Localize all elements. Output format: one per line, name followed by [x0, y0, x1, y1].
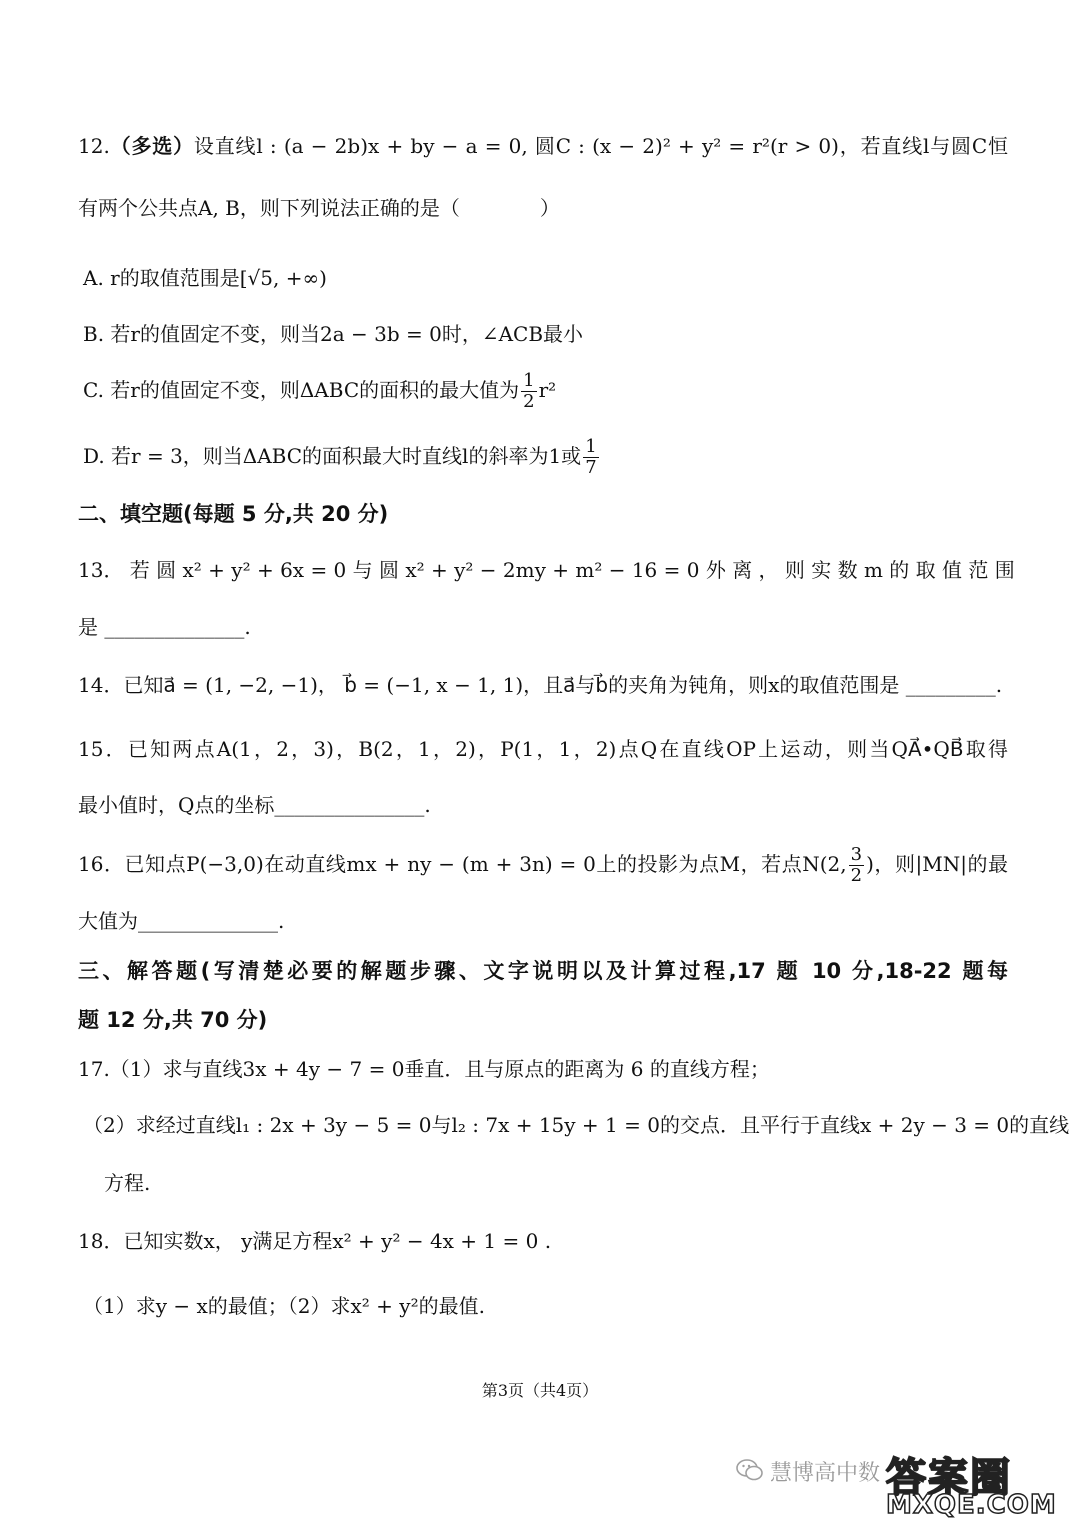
q18-line-2: （1）求y − x的最值；（2）求x² + y²的最值.	[83, 1294, 485, 1318]
q13-line-2: 是 ______________.	[78, 615, 251, 639]
question-14: 14．已知a⃗ = (1, −2, −1)， b⃗ = (−1, x − 1, 1)，且a⃗与b⃗的夹角为钝角，则x的取值范围是 _________.	[78, 673, 1003, 697]
q12-option-a: A. r的取值范围是[√5, +∞)	[83, 266, 327, 290]
section-2-heading: 二、填空题(每题 5 分,共 20 分)	[78, 502, 389, 526]
multi-select-tag: （多选）	[109, 134, 194, 158]
q12-option-b: B. 若r的值固定不变，则当2a − 3b = 0时，∠ACB最小	[83, 322, 584, 346]
watermark-account: 慧博高中数	[770, 1461, 881, 1486]
wechat-icon	[736, 1458, 764, 1482]
brand-logo: 答案圈 MXQE.COM	[886, 1455, 1057, 1520]
q17-line-2: （2）求经过直线l₁ : 2x + 3y − 5 = 0与l₂ : 7x + 15y + 1 = 0的交点．且平行于直线x + 2y − 3 = 0的直线	[83, 1113, 1070, 1137]
q12-line-2: 有两个公共点A, B，则下列说法正确的是（ ）	[78, 196, 560, 220]
fraction: $\frac{1}{2}$	[523, 370, 535, 412]
q12-line-1: 12.（多选）设直线l : (a − 2b)x + by − a = 0, 圆C : (x − 2)² + y² = r²(r > 0)，若直线l与圆C恒	[78, 134, 1008, 158]
q16-line-2: 大值为______________.	[78, 909, 285, 933]
q16-line-1: 16．已知点P(−3,0)在动直线mx + ny − (m + 3n) = 0上的投影为点M，若点N(2, $\frac{3}{2}$ )，则|MN|的最	[78, 844, 1009, 886]
q15-line-2: 最小值时，Q点的坐标_______________.	[78, 793, 431, 817]
fraction: $\frac{3}{2}$	[850, 844, 863, 886]
q12-option-d: D. 若r = 3，则当ΔABC的面积最大时直线l的斜率为1或 $\frac{1}{7}$	[83, 436, 597, 478]
q18-line-1: 18．已知实数x， y满足方程x² + y² − 4x + 1 = 0 .	[78, 1229, 552, 1253]
watermark	[736, 1446, 1076, 1522]
q17-line-3: 方程.	[104, 1171, 151, 1195]
q15-line-1: 15．已知两点A(1，2，3)，B(2，1，2)，P(1，1，2)点Q在直线OP上运动，则当QA⃗•QB⃗取得	[78, 737, 1008, 761]
page-footer: 第3页（共4页）	[481, 1381, 599, 1400]
q13-line-1: 13． 若 圆 x² + y² + 6x = 0 与 圆 x² + y² − 2my + m² − 16 = 0 外 离 ， 则 实 数 m 的 取 值 范 围	[78, 558, 1015, 582]
q17-line-1: 17.（1）求与直线3x + 4y − 7 = 0垂直．且与原点的距离为 6 的直线方程；	[78, 1057, 770, 1081]
q12-option-c: C. 若r的值固定不变，则ΔABC的面积的最大值为 $\frac{1}{2}$ r²	[83, 370, 557, 412]
fraction: $\frac{1}{7}$	[585, 436, 597, 478]
